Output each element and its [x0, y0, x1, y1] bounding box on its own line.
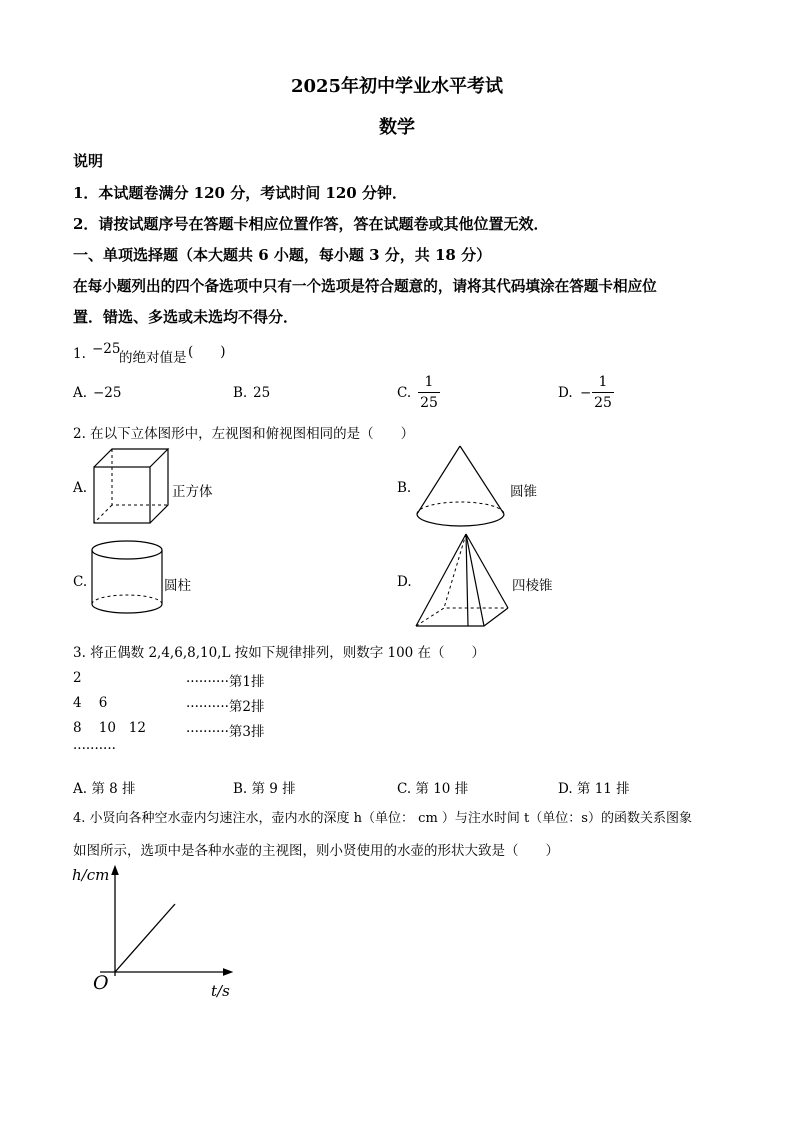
- q1-option-c-fraction: [418, 373, 440, 412]
- q2-option-a-label: A.: [73, 480, 88, 496]
- q2-stem: 2. 在以下立体图形中，左视图和俯视图相同的是（ ）: [73, 426, 415, 442]
- q1-d-numerator: 1: [598, 374, 608, 390]
- q3-row-1-numbers: 2: [73, 670, 82, 686]
- q1-stem: 的绝对值是: [119, 350, 187, 366]
- q2-option-d-label: D.: [397, 574, 412, 590]
- q1-option-c-label: C.: [397, 385, 412, 401]
- q3-row-1-label: ··········第1排: [186, 674, 265, 690]
- q2-option-d-name: 四棱锥: [512, 578, 553, 594]
- fraction-bar: [592, 392, 614, 393]
- y-axis-label: h/cm: [72, 866, 110, 884]
- instruction-item-2: 2．请按试题序号在答题卡相应位置作答，答在试题卷或其他位置无效．: [73, 215, 549, 233]
- q1-option-d-label: D.: [558, 385, 573, 401]
- q2-option-a-name: 正方体: [172, 484, 213, 500]
- q1-expression: −25: [92, 341, 121, 357]
- section1-heading: 一、单项选择题（本大题共 6 小题，每小题 3 分，共 18 分）: [73, 246, 492, 264]
- q2-option-c-label: C.: [73, 574, 88, 590]
- instruction-item-1: 1．本试题卷满分 120 分，考试时间 120 分钟．: [73, 184, 407, 202]
- q3-row-3-numbers: 8 10 12: [73, 720, 146, 736]
- q3-option-d: D. 第 11 排: [558, 781, 630, 797]
- graph-line: [115, 904, 175, 972]
- q4-stem-line1: 4. 小贤向各种空水壶内匀速注水，壶内水的深度 h（单位： cm ）与注水时间 t（单位：s）的函数关系图象: [73, 811, 692, 826]
- q3-row-3-label: ··········第3排: [186, 724, 265, 740]
- q1-option-a-label: A.: [73, 385, 88, 401]
- section1-desc-line2: 置．错选、多选或未选均不得分．: [73, 308, 299, 326]
- q3-row-2-label: ··········第2排: [186, 699, 265, 715]
- section1-desc-line1: 在每小题列出的四个备选项中只有一个选项是符合题意的，请将其代码填涂在答题卡相应位: [73, 278, 657, 295]
- q3-option-b: B. 第 9 排: [233, 781, 296, 797]
- pyramid-figure: [414, 532, 514, 632]
- fraction-bar: [418, 392, 440, 393]
- exam-title: 2025年初中学业水平考试: [290, 76, 504, 97]
- q1-option-d-fraction: [592, 373, 614, 412]
- subject-title: 数学: [379, 117, 415, 138]
- q3-continuation-dots: ··········: [73, 741, 116, 757]
- q3-option-a: A. 第 8 排: [73, 781, 136, 797]
- q3-stem: 3. 将正偶数 2,4,6,8,10,L 按如下规律排列，则数字 100 在（ ）: [73, 645, 486, 661]
- cube-figure: [90, 447, 170, 527]
- q1-option-a-value: −25: [93, 385, 122, 401]
- q3-row-2-numbers: 4 6: [73, 695, 108, 711]
- cylinder-figure: [90, 540, 170, 624]
- q1-option-d-sign: −: [580, 385, 592, 401]
- q1-d-denominator: 25: [594, 395, 612, 411]
- q1-option-b-label: B.: [233, 385, 248, 401]
- q2-option-b-name: 圆锥: [510, 484, 537, 500]
- q1-c-denominator: 25: [420, 395, 438, 411]
- origin-label: O: [93, 972, 109, 994]
- cone-figure: [414, 444, 514, 528]
- instructions-heading: 说明: [73, 152, 104, 170]
- q4-stem-line2: 如图所示，选项中是各种水壶的主视图，则小贤使用的水壶的形状大致是（ ）: [73, 843, 559, 859]
- q1-option-b-value: 25: [253, 385, 271, 401]
- q1-number: 1.: [73, 346, 86, 362]
- x-axis-label: t/s: [211, 982, 230, 1000]
- q2-option-c-name: 圆柱: [164, 578, 191, 594]
- q3-option-c: C. 第 10 排: [397, 781, 469, 797]
- q1-c-numerator: 1: [424, 374, 434, 390]
- q1-paren: ( ): [188, 344, 226, 360]
- q2-option-b-label: B.: [397, 480, 412, 496]
